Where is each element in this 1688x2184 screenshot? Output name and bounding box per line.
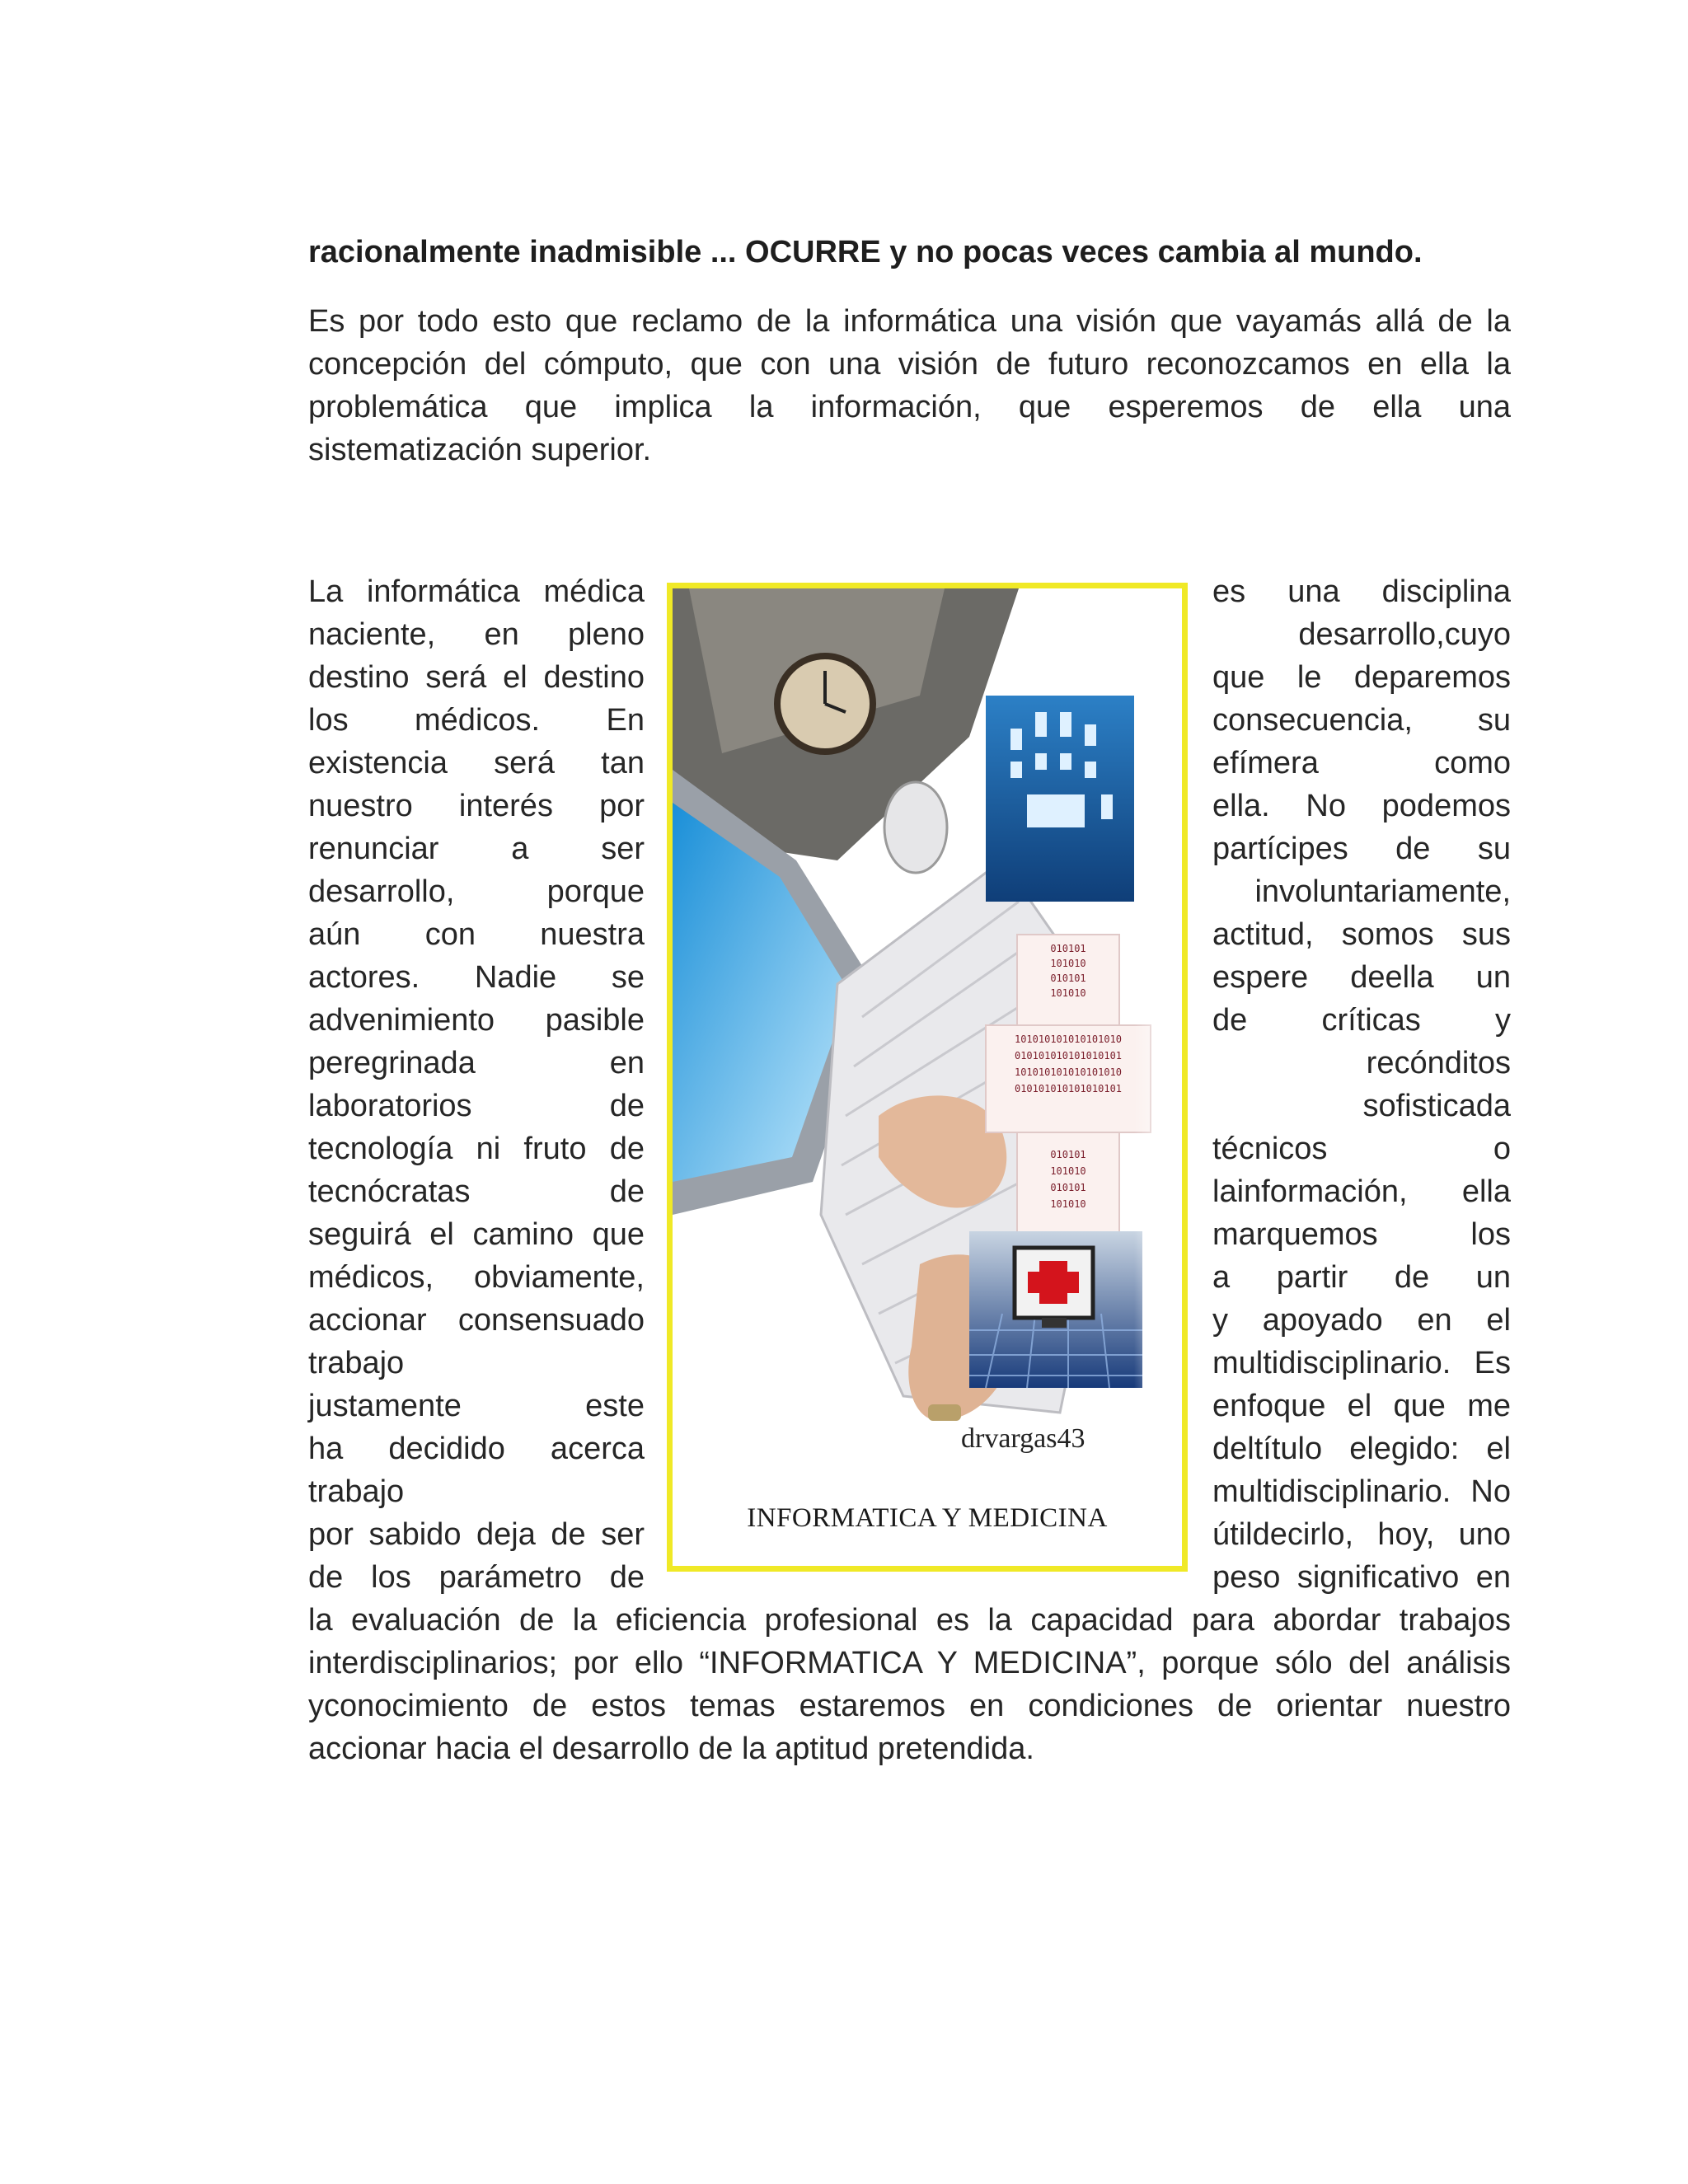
figure-caption: INFORMATICA Y MEDICINA (747, 1503, 1108, 1533)
left-col-line: peregrinada en (308, 1046, 645, 1080)
right-col-line: enfoque el que me (1212, 1389, 1511, 1423)
left-col-line: ha decidido acerca (308, 1432, 645, 1466)
para-end-line: accionar hacia el desarrollo de la aptitud pretendida. (308, 1732, 1034, 1766)
left-col-line: accionar consensuado (308, 1303, 645, 1338)
binary-row: 010101 (1050, 943, 1086, 954)
right-col-line: multidisciplinario. Es (1212, 1346, 1511, 1380)
right-col-line: deltítulo elegido: el (1212, 1432, 1511, 1466)
right-col-line: partícipes de su (1212, 832, 1511, 866)
para1-line: problemática que implica la información, que esperemos de ella una (308, 390, 1511, 424)
right-col-line: lainformación, ella (1212, 1174, 1511, 1209)
right-col-line: espere deella un (1212, 960, 1511, 995)
left-col-line: nuestro interés por (308, 789, 645, 823)
clock-icon (777, 656, 873, 752)
left-col-line: de los parámetro de (308, 1560, 645, 1595)
left-col-line: tecnócratas de (308, 1174, 645, 1209)
left-col-line: renunciar a ser (308, 832, 645, 866)
left-col-line: tecnología ni fruto de (308, 1132, 645, 1166)
hand-xray-panel (986, 696, 1134, 902)
left-col-line: destino será el destino (308, 660, 645, 695)
right-col-line: efímera como (1212, 746, 1511, 780)
right-col-line: ella. No podemos (1212, 789, 1511, 823)
binary-row: 010101 (1050, 972, 1086, 984)
left-col-line: seguirá el camino que (308, 1217, 645, 1252)
left-col-line: trabajo (308, 1474, 405, 1509)
right-col-line: marquemos los (1212, 1217, 1511, 1252)
left-col-line: naciente, en pleno (308, 617, 645, 652)
figure-watermark: drvargas43 (961, 1423, 1085, 1454)
binary-row: 101010 (1050, 987, 1086, 999)
right-col-line: es una disciplina (1212, 574, 1511, 609)
binary-row: 010101010101010101 (1014, 1050, 1123, 1062)
right-col-line: involuntariamente, (1254, 874, 1511, 909)
binary-row: 101010 (1050, 958, 1086, 969)
left-col-line: justamente este (308, 1389, 645, 1423)
left-col-line: trabajo (308, 1346, 405, 1380)
para-end-line: interdisciplinarios; por ello “INFORMATICA Y MEDICINA”, porque sólo del análisis (308, 1646, 1511, 1680)
left-col-line: laboratorios de (308, 1089, 645, 1123)
right-col-line: de críticas y (1212, 1003, 1511, 1038)
left-col-line: médicos, obviamente, (308, 1260, 645, 1295)
right-col-line: desarrollo,cuyo (1298, 617, 1511, 652)
right-col-line: peso significativo en (1212, 1560, 1511, 1595)
right-col-line: consecuencia, su (1212, 703, 1511, 738)
binary-row: 101010 (1050, 1165, 1086, 1177)
left-col-line: advenimiento pasible (308, 1003, 645, 1038)
top-bold-line: racionalmente inadmisible ... OCURRE y no pocas veces cambia al mundo. (308, 235, 1423, 269)
binary-row: 010101 (1050, 1149, 1086, 1160)
binary-row: 101010 (1050, 1198, 1086, 1210)
left-col-line: existencia será tan (308, 746, 645, 780)
left-col-line: desarrollo, porque (308, 874, 645, 909)
right-col-line: útildecirlo, hoy, uno (1212, 1517, 1511, 1552)
para-end-line: la evaluación de la eficiencia profesional es la capacidad para abordar trabajos (308, 1603, 1511, 1638)
para1-line: sistematización superior. (308, 433, 652, 467)
right-col-line: actitud, somos sus (1212, 917, 1511, 952)
binary-row: 101010101010101010 (1014, 1066, 1123, 1078)
right-col-line: sofisticada (1362, 1089, 1511, 1123)
informatica-medicina-figure (667, 583, 1188, 1572)
right-col-line: y apoyado en el (1212, 1303, 1511, 1338)
right-col-line: que le deparemos (1212, 660, 1511, 695)
para1-line: Es por todo esto que reclamo de la informática una visión que vayamás allá de la (308, 304, 1511, 339)
binary-row: 010101 (1050, 1182, 1086, 1193)
monitor-cross-panel (969, 1231, 1142, 1388)
right-col-line: multidisciplinario. No (1212, 1474, 1511, 1509)
binary-row: 101010101010101010 (1014, 1033, 1123, 1045)
left-col-line: actores. Nadie se (308, 960, 645, 995)
right-col-line: técnicos o (1212, 1132, 1511, 1166)
left-col-line: La informática médica (308, 574, 645, 609)
left-col-line: por sabido deja de ser (308, 1517, 645, 1552)
para1-line: concepción del cómputo, que con una visión de futuro reconozcamos en ella la (308, 347, 1511, 382)
right-col-line: a partir de un (1212, 1260, 1511, 1295)
binary-row: 010101010101010101 (1014, 1083, 1123, 1094)
left-col-line: aún con nuestra (308, 917, 645, 952)
mouse-icon (884, 782, 947, 873)
left-col-line: los médicos. En (308, 703, 645, 738)
right-col-line: recónditos (1366, 1046, 1511, 1080)
para-end-line: yconocimiento de estos temas estaremos en condiciones de orientar nuestro (308, 1689, 1511, 1723)
